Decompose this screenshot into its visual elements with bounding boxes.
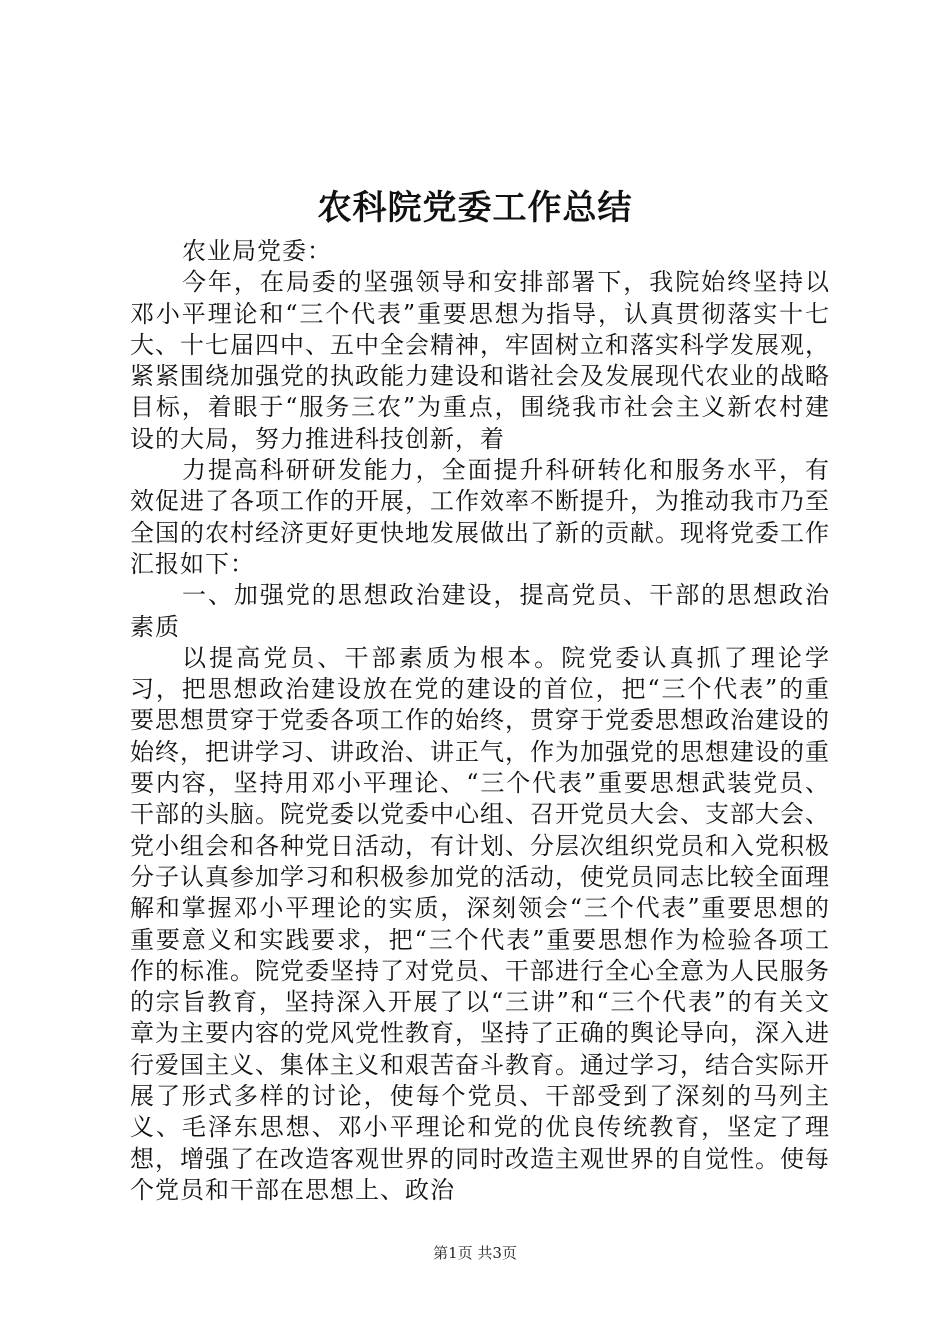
paragraph-intro: 今年，在局委的坚强领导和安排部署下，我院始终坚持以邓小平理论和“三个代表”重要思想为指导，认真贯彻落实十七大、十七届四中、五中全会精神，牢固树立和落实科学发展观，紧紧围绕加强党的执政能力建设和谐社会及发展现代农业的战略目标，着眼于“服务三农”为重点，围绕我市社会主义新农村建设的大局，努力推进科技创新，着 — [130, 268, 830, 453]
paragraph-continuation: 力提高科研研发能力，全面提升科研转化和服务水平，有效促进了各项工作的开展，工作效率不断提升，为推动我市乃至全国的农村经济更好更快地发展做出了新的贡献。现将党委工作汇报如下： — [130, 456, 830, 578]
salutation: 农业局党委： — [182, 237, 332, 265]
document-body — [130, 236, 830, 1206]
document-title: 农科院党委工作总结 — [317, 188, 633, 228]
paragraph-section-1: 以提高党员、干部素质为根本。院党委认真抓了理论学习，把思想政治建设放在党的建设的首位，把“三个代表”的重要思想贯穿于党委各项工作的始终，贯穿于党委思想政治建设的始终，把讲学习、讲政治、讲正气，作为加强党的思想建设的重要内容，坚持用邓小平理论、“三个代表”重要思想武装党员、干部的头脑。院党委以党委中心组、召开党员大会、支部大会、党小组会和各种党日活动，有计划、分层次组织党员和入党积极分子认真参加学习和积极参加党的活动，使党员同志比较全面理解和掌握邓小平理论的实质，深刻领会“三个代表”重要思想的重要意义和实践要求，把“三个代表”重要思想作为检验各项工作的标准。院党委坚持了对党员、干部进行全心全意为人民服务的宗旨教育，坚持深入开展了以“三讲”和“三个代表”的有关文章为主要内容的党风党性教育，坚持了正确的舆论导向，深入进行爱国主义、集体主义和艰苦奋斗教育。通过学习，结合实际开展了形式多样的讨论，使每个党员、干部受到了深刻的马列主义、毛泽东思想、邓小平理论和党的优良传统教育，坚定了理想，增强了在改造客观世界的同时改造主观世界的自觉性。使每个党员和干部在思想上、政治 — [130, 643, 830, 1204]
section-heading-1: 一、加强党的思想政治建设，提高党员、干部的思想政治素质 — [130, 581, 830, 641]
page-number-footer: 第1页 共3页 — [433, 1244, 517, 1262]
